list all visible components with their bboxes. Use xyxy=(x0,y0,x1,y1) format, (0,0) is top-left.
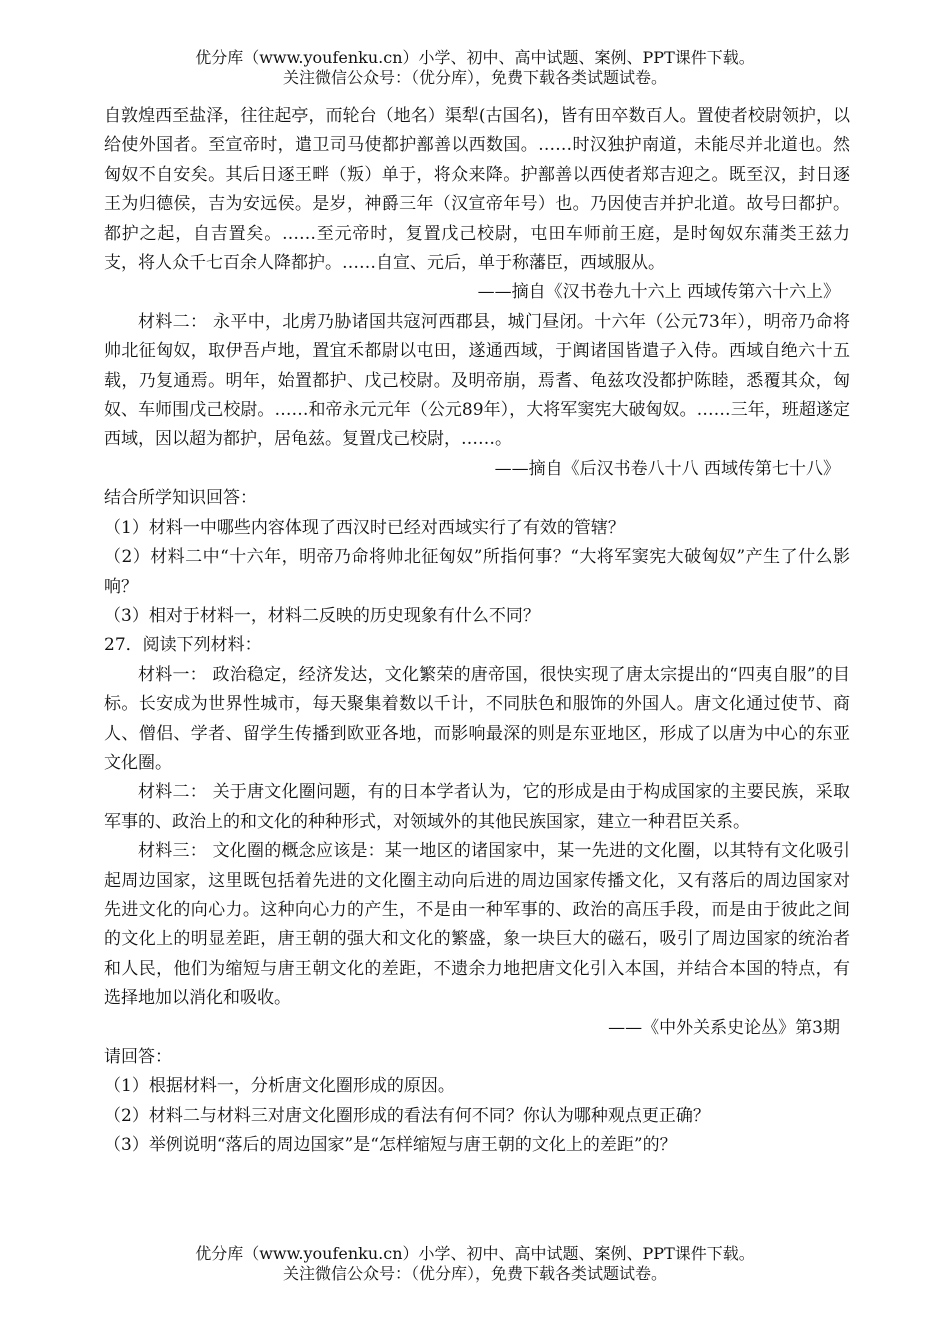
q26-question-1: （1）材料一中哪些内容体现了西汉时已经对西域实行了有效的管辖？ xyxy=(104,517,625,538)
q26-question-2: （2）材料二中“十六年，明帝乃命将帅北征匈奴”所指何事？“大将军窦宪大破匈奴”产生了什么影响？ xyxy=(104,547,850,597)
footer-line-1: 优分库（www.youfenku.cn）小学、初中、高中试题、案例、PPT课件下载。 xyxy=(195,1244,755,1263)
header-line-2: 关注微信公众号：（优分库），免费下载各类试题试卷。 xyxy=(282,68,667,87)
q26-material-1: 自敦煌西至盐泽，往往起亭，而轮台（地名）渠犁(古国名)，皆有田卒数百人。置使者校尉领护，以给使外国者。至宣帝时，遣卫司马使都护鄯善以西数国。……时汉独护南道，未能尽并北道也。然匈奴不自安矣。其后日逐王畔（叛）单于，将众来降。护鄯善以西使者郑吉迎之。既至汉，封日逐王为归德侯，吉为安远侯。是岁，神爵三年（汉宣帝年号）也。乃因使吉并护北道。故号曰都护。都护之起，自吉置矣。……至元帝时，复置戊己校尉，屯田车师前王庭，是时匈奴东蒲类王兹力支，将人众千七百余人降都护。……自宣、元后，单于称藩臣，西域服从。 xyxy=(104,106,850,274)
q27-material-2: 材料二： 关于唐文化圈问题，有的日本学者认为，它的形成是由于构成国家的主要民族，采取军事的、政治上的和文化的种种形式，对领域外的其他民族国家，建立一种君臣关系。 xyxy=(104,782,850,832)
q26-prompt: 结合所学知识回答： xyxy=(104,488,257,509)
q26-question-3: （3）相对于材料一，材料二反映的历史现象有什么不同？ xyxy=(104,605,540,626)
header-line-1: 优分库（www.youfenku.cn）小学、初中、高中试题、案例、PPT课件下载。 xyxy=(195,48,755,67)
page-header xyxy=(0,48,950,88)
page-footer xyxy=(0,1244,950,1284)
footer-line-2: 关注微信公众号：（优分库），免费下载各类试题试卷。 xyxy=(282,1264,667,1283)
q26-material-1-source: ——摘自《汉书卷九十六上 西域传第六十六上》 xyxy=(477,282,840,303)
q27-material-1: 材料一： 政治稳定，经济发达，文化繁荣的唐帝国，很快实现了唐太宗提出的“四夷自服”的目标。长安成为世界性城市，每天聚集着数以千计，不同肤色和服饰的外国人。唐文化通过使节、商人、僧侣、学者、留学生传播到欧亚各地，而影响最深的则是东亚地区，形成了以唐为中心的东亚文化圈。 xyxy=(104,664,850,773)
q27-question-3: （3）举例说明“落后的周边国家”是“怎样缩短与唐王朝的文化上的差距”的？ xyxy=(104,1135,677,1156)
q27-question-1: （1）根据材料一，分析唐文化圈形成的原因。 xyxy=(104,1076,455,1097)
document-body xyxy=(104,102,850,1161)
q27-material-3: 材料三： 文化圈的概念应该是：某一地区的诸国家中，某一先进的文化圈，以其特有文化吸引起周边国家，这里既包括着先进的文化圈主动向后进的周边国家传播文化，又有落后的周边国家对先进文化的向心力。这种向心力的产生，不是由一种军事的、政治的高压手段，而是由于彼此之间的文化上的明显差距，唐王朝的强大和文化的繁盛，象一块巨大的磁石，吸引了周边国家的统治者和人民，他们为缩短与唐王朝文化的差距，不遗余力地把唐文化引入本国，并结合本国的特点，有选择地加以消化和吸收。 xyxy=(104,841,850,1009)
q27-material-3-source: ——《中外关系史论丛》第3期 xyxy=(608,1017,840,1038)
q27-prompt: 请回答： xyxy=(104,1047,172,1067)
q26-material-2-source: ——摘自《后汉书卷八十八 西域传第七十八》 xyxy=(494,458,840,479)
q27-question-2: （2）材料二与材料三对唐文化圈形成的看法有何不同？你认为哪种观点更正确？ xyxy=(104,1105,710,1126)
q27-title: 27．阅读下列材料： xyxy=(104,635,262,656)
q26-material-2: 材料二： 永平中，北虏乃胁诸国共寇河西郡县，城门昼闭。十六年（公元73年），明帝乃命将帅北征匈奴，取伊吾卢地，置宜禾都尉以屯田，遂通西域，于阗诸国皆遣子入侍。西域自绝六十五载，乃复通焉。明年，始置都护、戊己校尉。及明帝崩，焉耆、龟兹攻没都护陈睦，悉覆其众，匈奴、车师围戊己校尉。……和帝永元元年（公元89年），大将军窦宪大破匈奴。……三年，班超遂定西域，因以超为都护，居龟兹。复置戊己校尉，……。 xyxy=(104,311,850,450)
